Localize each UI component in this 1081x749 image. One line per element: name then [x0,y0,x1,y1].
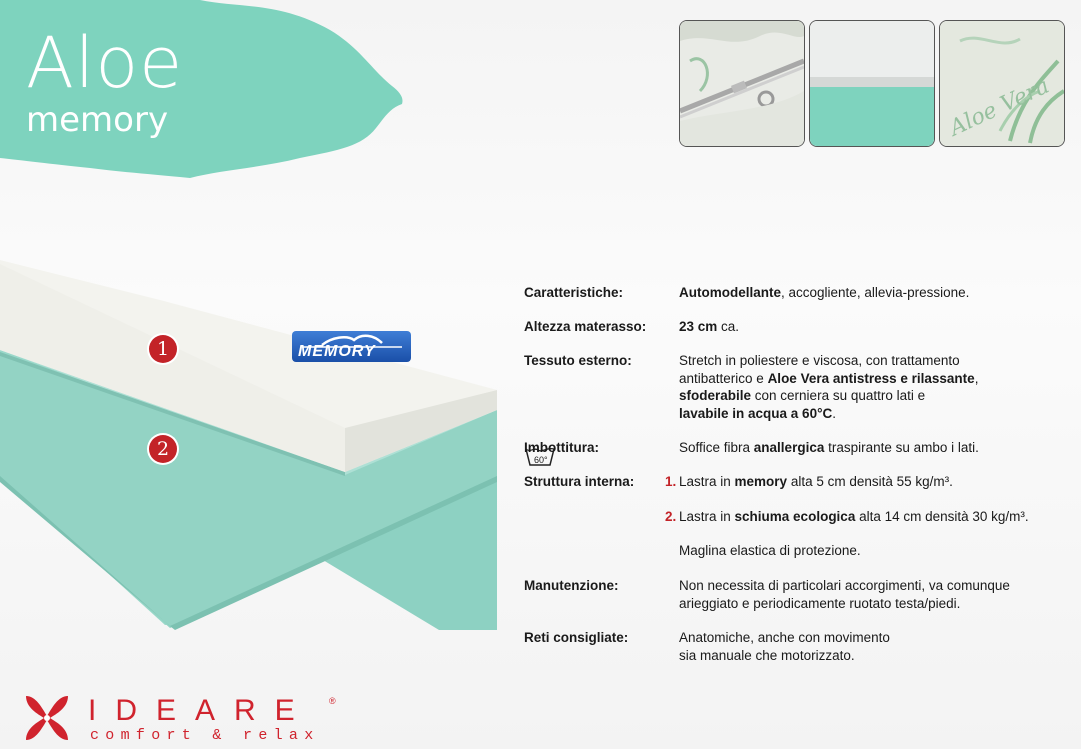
product-title: Aloe [26,22,184,104]
spec-label: Struttura interna: [524,474,635,489]
layer-1-badge: 1 [149,335,177,363]
spec-label: Manutenzione: [524,578,619,593]
registered-mark: ® [329,696,336,706]
spec-value: 23 cm ca. [679,319,740,334]
aloe-vera-fabric-thumbnail [939,20,1065,147]
layer-2-badge: 2 [149,435,177,463]
memory-layer-thumbnail [809,20,935,147]
spec-label: Altezza materasso: [524,319,647,334]
spec-value: Stretch in poliestere e viscosa, con trattamento antibatterico e Aloe Vera antistress e rilassante, sfoderabile con cerniera su quattro lati e lavabile in acqua a 60°C. [679,353,979,421]
mattress-diagram [0,250,500,630]
product-subtitle: memory [26,100,169,140]
spec-value: 1. Lastra in memory alta 5 cm densità 55 kg/m³. 2. Lastra in schiuma ecologica alta 14 cm densità 30 kg/m³. Maglina elastica di protezione. [665,474,1029,558]
brand-name: IDEARE [88,694,314,727]
spec-label: Imbottitura: [524,440,599,455]
memory-logo-text: MEMORY [298,343,376,360]
wash-60-icon: 60° [525,446,555,473]
spec-value: Anatomiche, anche con movimento sia manuale che motorizzato. [679,630,890,663]
spec-label: Tessuto esterno: [524,353,632,368]
memory-logo [292,331,411,362]
zipper-cover-thumbnail [679,20,805,147]
spec-label: Caratteristiche: [524,285,624,300]
title-banner [0,0,410,180]
brand-tagline: comfort & relax [90,727,320,744]
spec-value: Soffice fibra anallergica traspirante su ambo i lati. [679,440,979,455]
spec-label: Reti consigliate: [524,630,629,645]
thumbnail-gallery [679,20,1065,147]
spec-value: Non necessita di particolari accorgimenti, va comunque arieggiato e periodicamente ruotato testa/piedi. [679,578,1010,611]
svg-text:Aloe Vera: Aloe Vera [945,73,1054,142]
spec-value: Automodellante, accogliente, allevia-pressione. [679,285,970,300]
ideare-logo-icon [22,692,72,742]
